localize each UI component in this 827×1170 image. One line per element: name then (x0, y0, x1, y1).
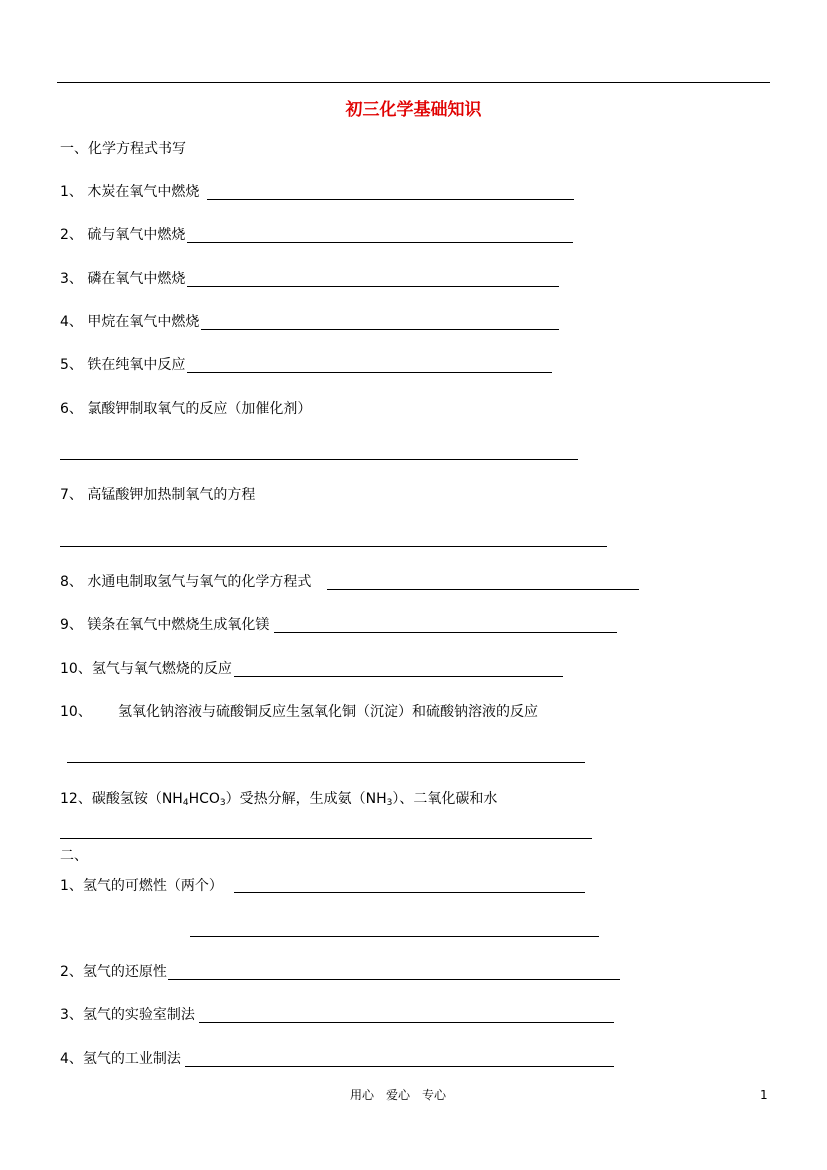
item-12-sub-3: 3 (386, 798, 393, 808)
section-heading-2: 二、 (60, 848, 88, 864)
answer-line-q4[interactable] (185, 1066, 614, 1067)
answer-line-1[interactable] (207, 199, 574, 200)
page-title: 初三化学基础知识 (345, 100, 482, 120)
answer-line-q3[interactable] (199, 1022, 614, 1023)
item-1-label: 1、 木炭在氧气中燃烧 (60, 184, 200, 200)
answer-line-5[interactable] (187, 372, 552, 373)
question-4-label: 4、氢气的工业制法 (60, 1051, 181, 1067)
answer-line-12[interactable] (60, 838, 592, 839)
item-4-label: 4、 甲烷在氧气中燃烧 (60, 314, 200, 330)
item-12-part-b: HCO (188, 791, 220, 807)
item-12-part-c: ）受热分解，生成氨（NH (225, 791, 387, 807)
question-3-label: 3、氢气的实验室制法 (60, 1007, 195, 1023)
item-11-label: 氢氧化钠溶液与硫酸铜反应生氢氧化铜（沉淀）和硫酸钠溶液的反应 (118, 704, 538, 720)
answer-line-10[interactable] (234, 676, 563, 677)
answer-line-7[interactable] (60, 546, 607, 547)
answer-line-8[interactable] (327, 589, 639, 590)
footer-motto: 用心 爱心 专心 (350, 1088, 447, 1102)
answer-line-11[interactable] (67, 762, 585, 763)
item-10-label: 10、氢气与氧气燃烧的反应 (60, 661, 232, 677)
item-12-label (60, 790, 497, 808)
page-number: 1 (760, 1088, 768, 1102)
header-rule (57, 82, 770, 83)
item-11-number: 10、 (60, 704, 92, 720)
item-6-label: 6、 氯酸钾制取氧气的反应（加催化剂） (60, 401, 312, 417)
item-12-part-d: ）、二氧化碳和水 (392, 791, 498, 807)
item-12-part-a: 12、碳酸氢铵（NH (60, 791, 183, 807)
answer-line-3[interactable] (187, 286, 559, 287)
answer-line-2[interactable] (187, 242, 573, 243)
item-3-label: 3、 磷在氧气中燃烧 (60, 271, 186, 287)
item-2-label: 2、 硫与氧气中燃烧 (60, 227, 186, 243)
item-12-sub-2: 3 (219, 798, 226, 808)
item-7-label: 7、 高锰酸钾加热制氧气的方程 (60, 487, 256, 503)
question-2-label: 2、氢气的还原性 (60, 964, 167, 980)
question-1-label: 1、氢气的可燃性（两个） (60, 878, 223, 894)
answer-line-q1b[interactable] (190, 936, 599, 937)
item-12-sub-1: 4 (182, 798, 189, 808)
item-9-label: 9、 镁条在氧气中燃烧生成氧化镁 (60, 617, 270, 633)
section-heading-1: 一、化学方程式书写 (60, 141, 186, 157)
answer-line-q2[interactable] (168, 979, 620, 980)
answer-line-4[interactable] (201, 329, 559, 330)
answer-line-q1a[interactable] (234, 892, 585, 893)
answer-line-6[interactable] (60, 459, 578, 460)
item-8-label: 8、 水通电制取氢气与氧气的化学方程式 (60, 574, 312, 590)
answer-line-9[interactable] (274, 632, 617, 633)
item-5-label: 5、 铁在纯氧中反应 (60, 357, 186, 373)
